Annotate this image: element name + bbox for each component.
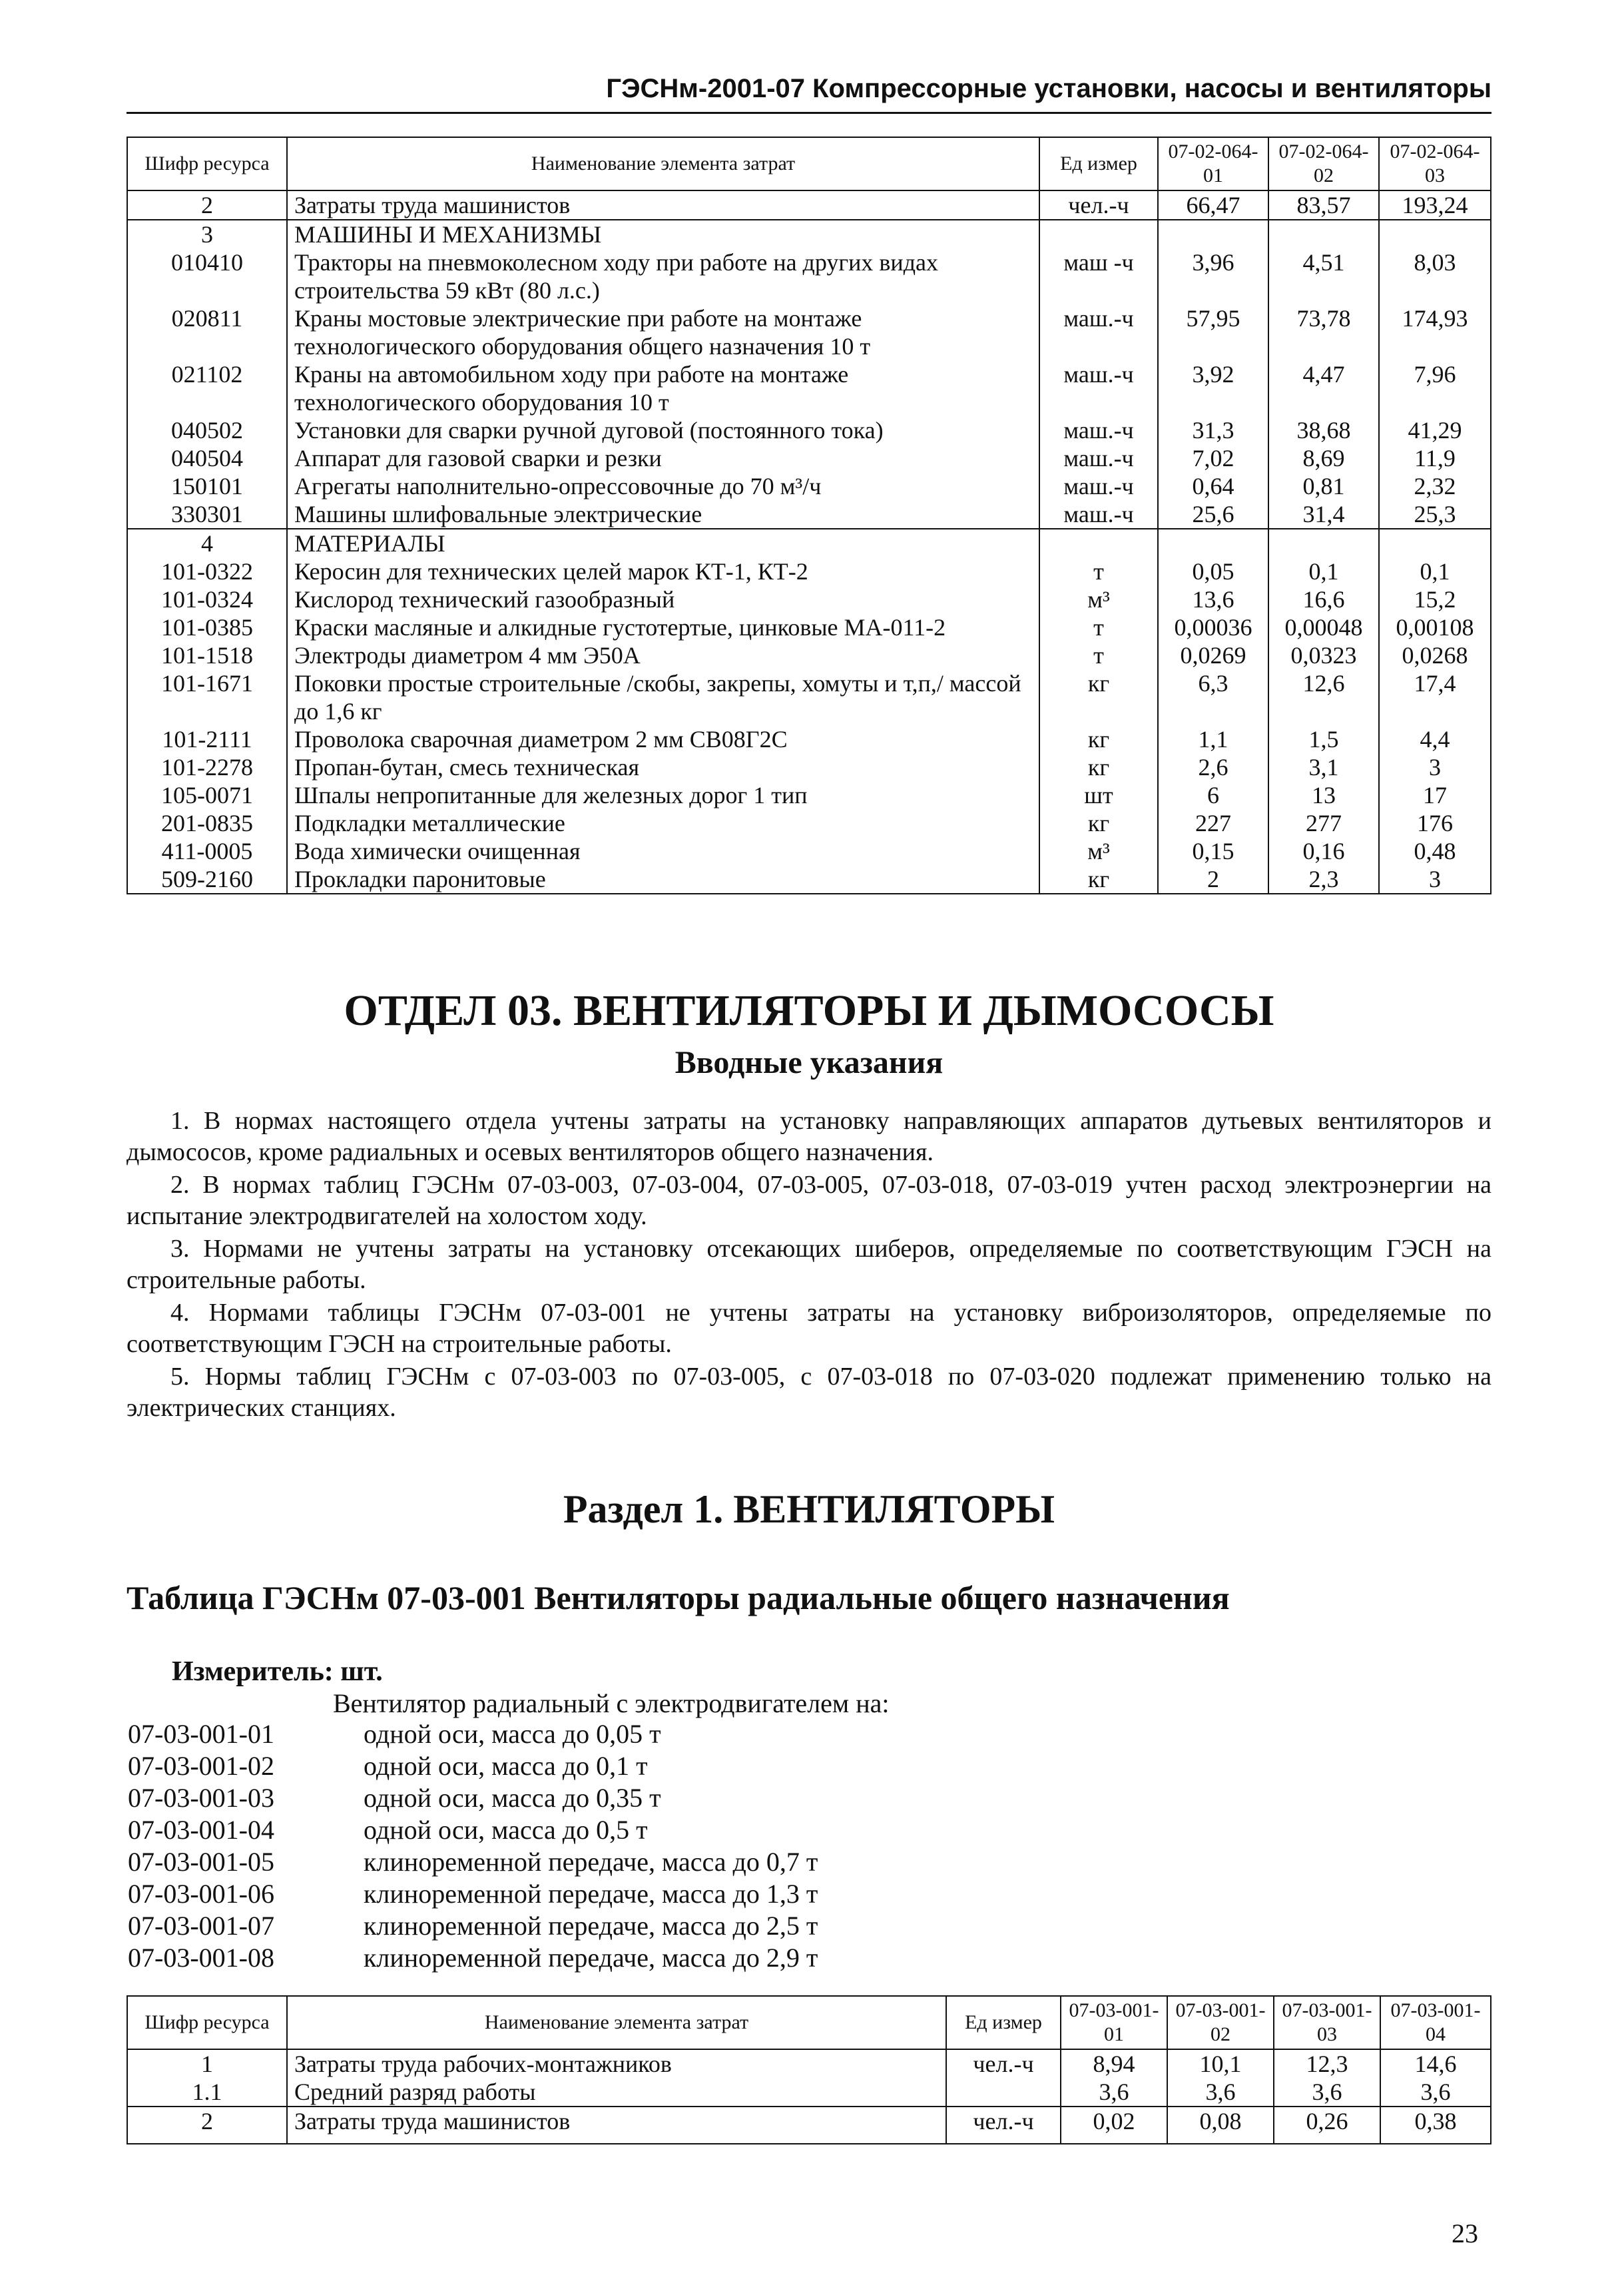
norm-description: одной оси, масса до 0,1 т <box>364 1751 648 1781</box>
norm-description: клиноременной передаче, масса до 2,9 т <box>364 1943 818 1973</box>
norm-code: 07-03-001-05 <box>128 1847 274 1877</box>
table-row <box>127 472 1491 500</box>
list-item <box>128 1846 818 1878</box>
measure-unit: Измеритель: шт. <box>172 1656 383 1687</box>
resource-unit: чел.-ч <box>1039 190 1158 220</box>
note-paragraph: 5. Нормы таблиц ГЭСНм с 07-03-003 по 07-03-005, с 07-03-018 по 07-03-020 подлежат применению только на электрических станциях. <box>127 1363 1491 1422</box>
table-header-row <box>127 137 1491 190</box>
column-header: 07-03-001-02 <box>1167 1996 1274 2049</box>
resource-name: Вода химически очищенная <box>287 837 1039 865</box>
list-item <box>128 1878 818 1910</box>
table-header-row <box>127 1996 1491 2049</box>
table-row <box>127 669 1491 725</box>
value-cell: 3,92 <box>1158 360 1268 416</box>
value-cell: 176 <box>1379 809 1491 837</box>
resource-unit: т <box>1039 557 1158 585</box>
note-paragraph: 3. Нормами не учтены затраты на установку отсекающих шиберов, определяемые по соответствующим ГЭСН на строительные работы. <box>127 1235 1491 1294</box>
value-cell: 0,15 <box>1158 837 1268 865</box>
resource-name: Прокладки паронитовые <box>287 865 1039 894</box>
list-item <box>128 1782 818 1814</box>
resource-code: 101-0385 <box>127 613 287 641</box>
value-cell: 0,81 <box>1268 472 1379 500</box>
resource-unit: чел.-ч <box>946 2107 1061 2144</box>
table-row <box>127 500 1491 529</box>
resource-unit: маш.-ч <box>1039 416 1158 444</box>
value-cell: 3,1 <box>1268 753 1379 781</box>
resource-name: Кислород технический газообразный <box>287 585 1039 613</box>
column-header: 07-03-001-04 <box>1380 1996 1491 2049</box>
column-header: 07-02-064-01 <box>1158 137 1268 190</box>
value-cell: 174,93 <box>1379 304 1491 360</box>
column-header: Наименование элемента затрат <box>287 1996 946 2049</box>
resource-unit: кг <box>1039 753 1158 781</box>
norm-description: одной оси, масса до 0,05 т <box>364 1719 661 1749</box>
table-row <box>127 304 1491 360</box>
resource-name: Средний разряд работы <box>287 2078 946 2107</box>
value-cell: 2,32 <box>1379 472 1491 500</box>
resource-code: 1 <box>127 2049 287 2078</box>
note-paragraph: 4. Нормами таблицы ГЭСНм 07-03-001 не учтены затраты на установку виброизоляторов, определяемые по соответствующим ГЭСН на строительные работы. <box>127 1299 1491 1358</box>
column-header: 07-02-064-02 <box>1268 137 1379 190</box>
resource-code: 4 <box>127 529 287 557</box>
resource-code: 201-0835 <box>127 809 287 837</box>
value-cell: 15,2 <box>1379 585 1491 613</box>
table-row <box>127 641 1491 669</box>
value-cell: 2 <box>1158 865 1268 894</box>
table-row <box>127 529 1491 557</box>
value-cell: 0,16 <box>1268 837 1379 865</box>
value-cell: 1,5 <box>1268 725 1379 753</box>
resource-code: 101-1518 <box>127 641 287 669</box>
value-cell <box>1158 220 1268 248</box>
value-cell: 0,08 <box>1167 2107 1274 2144</box>
value-cell: 31,3 <box>1158 416 1268 444</box>
resource-code: 105-0071 <box>127 781 287 809</box>
introductory-notes <box>127 1106 1491 1425</box>
resource-code: 3 <box>127 220 287 248</box>
value-cell: 193,24 <box>1379 190 1491 220</box>
column-header: 07-03-001-01 <box>1061 1996 1167 2049</box>
resource-table-07-03-001 <box>127 1995 1491 2144</box>
norm-description: одной оси, масса до 0,35 т <box>364 1783 661 1813</box>
value-cell: 17,4 <box>1379 669 1491 725</box>
resource-name: Агрегаты наполнительно-опрессовочные до 70 м³/ч <box>287 472 1039 500</box>
value-cell: 0,26 <box>1274 2107 1380 2144</box>
resource-unit: кг <box>1039 809 1158 837</box>
resource-unit: маш.-ч <box>1039 304 1158 360</box>
resource-name: Краски масляные и алкидные густотертые, цинковые МА-011-2 <box>287 613 1039 641</box>
value-cell: 2,3 <box>1268 865 1379 894</box>
value-cell: 83,57 <box>1268 190 1379 220</box>
value-cell: 0,00048 <box>1268 613 1379 641</box>
resource-name: Аппарат для газовой сварки и резки <box>287 444 1039 472</box>
group-heading: МАТЕРИАЛЫ <box>287 529 1039 557</box>
value-cell: 10,1 <box>1167 2049 1274 2078</box>
table-row <box>127 753 1491 781</box>
value-cell: 66,47 <box>1158 190 1268 220</box>
resource-code: 021102 <box>127 360 287 416</box>
resource-name: Тракторы на пневмоколесном ходу при работе на других видах строительства 59 кВт (80 л.с.) <box>287 248 1039 304</box>
norm-code: 07-03-001-02 <box>128 1751 274 1781</box>
norm-code: 07-03-001-08 <box>128 1943 274 1973</box>
table-row <box>127 865 1491 894</box>
resource-code: 101-0322 <box>127 557 287 585</box>
value-cell: 0,38 <box>1380 2107 1491 2144</box>
value-cell: 41,29 <box>1379 416 1491 444</box>
resource-unit: маш.-ч <box>1039 500 1158 529</box>
resource-name: Установки для сварки ручной дуговой (постоянного тока) <box>287 416 1039 444</box>
value-cell <box>1379 529 1491 557</box>
column-header: Шифр ресурса <box>127 137 287 190</box>
value-cell <box>1158 529 1268 557</box>
table-row <box>127 2107 1491 2144</box>
value-cell <box>1379 220 1491 248</box>
value-cell: 16,6 <box>1268 585 1379 613</box>
norm-code: 07-03-001-04 <box>128 1815 274 1845</box>
value-cell: 7,02 <box>1158 444 1268 472</box>
value-cell: 8,03 <box>1379 248 1491 304</box>
table-row <box>127 2078 1491 2107</box>
value-cell: 0,0323 <box>1268 641 1379 669</box>
item-list-intro: Вентилятор радиальный с электродвигателем на: <box>333 1688 890 1718</box>
group-heading: МАШИНЫ И МЕХАНИЗМЫ <box>287 220 1039 248</box>
norm-code: 07-03-001-07 <box>128 1911 274 1941</box>
resource-code: 020811 <box>127 304 287 360</box>
table-row <box>127 444 1491 472</box>
table-row <box>127 2049 1491 2078</box>
resource-unit: чел.-ч <box>946 2049 1061 2078</box>
resource-unit: шт <box>1039 781 1158 809</box>
column-header: Ед измер <box>1039 137 1158 190</box>
resource-code: 101-2278 <box>127 753 287 781</box>
list-item <box>128 1942 818 1974</box>
resource-name: Затраты труда рабочих-монтажников <box>287 2049 946 2078</box>
resource-code: 150101 <box>127 472 287 500</box>
value-cell: 31,4 <box>1268 500 1379 529</box>
value-cell: 11,9 <box>1379 444 1491 472</box>
resource-code: 101-0324 <box>127 585 287 613</box>
value-cell: 1,1 <box>1158 725 1268 753</box>
value-cell: 8,69 <box>1268 444 1379 472</box>
resource-code: 101-2111 <box>127 725 287 753</box>
resource-unit: кг <box>1039 725 1158 753</box>
resource-unit: м³ <box>1039 837 1158 865</box>
value-cell: 227 <box>1158 809 1268 837</box>
resource-unit: кг <box>1039 669 1158 725</box>
value-cell: 2,6 <box>1158 753 1268 781</box>
value-cell: 38,68 <box>1268 416 1379 444</box>
resource-code: 1.1 <box>127 2078 287 2107</box>
resource-name: Проволока сварочная диаметром 2 мм СВ08Г2С <box>287 725 1039 753</box>
table-row <box>127 220 1491 248</box>
table-row <box>127 190 1491 220</box>
value-cell: 0,1 <box>1268 557 1379 585</box>
value-cell: 3,6 <box>1167 2078 1274 2107</box>
table-row <box>127 416 1491 444</box>
table-row <box>127 725 1491 753</box>
column-header: Шифр ресурса <box>127 1996 287 2049</box>
resource-unit: маш.-ч <box>1039 444 1158 472</box>
resource-table-07-02-064 <box>127 137 1491 894</box>
value-cell: 13 <box>1268 781 1379 809</box>
value-cell: 25,6 <box>1158 500 1268 529</box>
resource-unit: маш.-ч <box>1039 472 1158 500</box>
column-header: 07-03-001-03 <box>1274 1996 1380 2049</box>
resource-unit: маш.-ч <box>1039 360 1158 416</box>
resource-name: Подкладки металлические <box>287 809 1039 837</box>
table-row <box>127 557 1491 585</box>
resource-name: Машины шлифовальные электрические <box>287 500 1039 529</box>
value-cell <box>1268 529 1379 557</box>
value-cell: 3,6 <box>1380 2078 1491 2107</box>
norm-description: клиноременной передаче, масса до 1,3 т <box>364 1879 818 1909</box>
value-cell: 17 <box>1379 781 1491 809</box>
norm-description: клиноременной передаче, масса до 2,5 т <box>364 1911 818 1941</box>
resource-unit: т <box>1039 613 1158 641</box>
value-cell: 73,78 <box>1268 304 1379 360</box>
resource-name: Затраты труда машинистов <box>287 190 1039 220</box>
value-cell: 4,51 <box>1268 248 1379 304</box>
value-cell: 3 <box>1379 753 1491 781</box>
list-item <box>128 1910 818 1942</box>
resource-unit <box>1039 529 1158 557</box>
value-cell: 4,47 <box>1268 360 1379 416</box>
value-cell: 0,1 <box>1379 557 1491 585</box>
column-header: 07-02-064-03 <box>1379 137 1491 190</box>
table-row <box>127 613 1491 641</box>
value-cell: 7,96 <box>1379 360 1491 416</box>
value-cell: 3,6 <box>1061 2078 1167 2107</box>
column-header: Наименование элемента затрат <box>287 137 1039 190</box>
table-row <box>127 360 1491 416</box>
resource-name: Керосин для технических целей марок КТ-1, КТ-2 <box>287 557 1039 585</box>
list-item <box>128 1814 818 1846</box>
list-item <box>128 1718 818 1750</box>
page-number: 23 <box>1452 2218 1478 2248</box>
resource-code: 509-2160 <box>127 865 287 894</box>
value-cell: 0,0268 <box>1379 641 1491 669</box>
value-cell: 14,6 <box>1380 2049 1491 2078</box>
list-item <box>128 1750 818 1782</box>
value-cell: 12,6 <box>1268 669 1379 725</box>
norm-description: клиноременной передаче, масса до 0,7 т <box>364 1847 818 1877</box>
norm-code: 07-03-001-06 <box>128 1879 274 1909</box>
resource-unit <box>1039 220 1158 248</box>
table-row <box>127 837 1491 865</box>
resource-unit: м³ <box>1039 585 1158 613</box>
note-paragraph: 1. В нормах настоящего отдела учтены затраты на установку направляющих аппаратов дутьевых вентиляторов и дымососов, кроме радиальных и осевых вентиляторов общего назначения. <box>127 1107 1491 1166</box>
value-cell: 0,0269 <box>1158 641 1268 669</box>
value-cell: 0,05 <box>1158 557 1268 585</box>
value-cell: 0,64 <box>1158 472 1268 500</box>
table-row <box>127 585 1491 613</box>
value-cell: 6 <box>1158 781 1268 809</box>
table-row <box>127 248 1491 304</box>
resource-name: Шпалы непропитанные для железных дорог 1 тип <box>287 781 1039 809</box>
value-cell: 6,3 <box>1158 669 1268 725</box>
value-cell: 57,95 <box>1158 304 1268 360</box>
value-cell: 277 <box>1268 809 1379 837</box>
table-row <box>127 809 1491 837</box>
resource-unit: маш -ч <box>1039 248 1158 304</box>
value-cell: 25,3 <box>1379 500 1491 529</box>
resource-name: Пропан-бутан, смесь техническая <box>287 753 1039 781</box>
resource-code: 411-0005 <box>127 837 287 865</box>
running-header: ГЭСНм-2001-07 Компрессорные установки, насосы и вентиляторы <box>127 72 1491 114</box>
resource-name: Затраты труда машинистов <box>287 2107 946 2144</box>
norm-description: одной оси, масса до 0,5 т <box>364 1815 648 1845</box>
value-cell: 3,96 <box>1158 248 1268 304</box>
resource-code: 2 <box>127 190 287 220</box>
value-cell: 8,94 <box>1061 2049 1167 2078</box>
section-subtitle: Вводные указания <box>675 1045 944 1080</box>
resource-code: 010410 <box>127 248 287 304</box>
value-cell: 3 <box>1379 865 1491 894</box>
resource-code: 040504 <box>127 444 287 472</box>
norm-code: 07-03-001-03 <box>128 1783 274 1813</box>
resource-code: 330301 <box>127 500 287 529</box>
value-cell: 13,6 <box>1158 585 1268 613</box>
value-cell: 0,02 <box>1061 2107 1167 2144</box>
resource-code: 101-1671 <box>127 669 287 725</box>
resource-name: Поковки простые строительные /скобы, закрепы, хомуты и т,п,/ массой до 1,6 кг <box>287 669 1039 725</box>
value-cell: 0,48 <box>1379 837 1491 865</box>
value-cell: 4,4 <box>1379 725 1491 753</box>
norm-item-list <box>128 1718 818 1974</box>
norm-code: 07-03-001-01 <box>128 1719 274 1749</box>
section-title: ОТДЕЛ 03. ВЕНТИЛЯТОРЫ И ДЫМОСОСЫ <box>344 986 1274 1035</box>
value-cell: 0,00036 <box>1158 613 1268 641</box>
column-header: Ед измер <box>946 1996 1061 2049</box>
value-cell: 12,3 <box>1274 2049 1380 2078</box>
table-title: Таблица ГЭСНм 07-03-001 Вентиляторы радиальные общего назначения <box>127 1579 1230 1616</box>
resource-name: Краны на автомобильном ходу при работе на монтаже технологического оборудования 10 т <box>287 360 1039 416</box>
resource-code: 040502 <box>127 416 287 444</box>
resource-unit <box>946 2078 1061 2107</box>
value-cell: 3,6 <box>1274 2078 1380 2107</box>
table-row <box>127 781 1491 809</box>
part-title: Раздел 1. ВЕНТИЛЯТОРЫ <box>563 1487 1055 1531</box>
value-cell <box>1268 220 1379 248</box>
resource-code: 2 <box>127 2107 287 2144</box>
note-paragraph: 2. В нормах таблиц ГЭСНм 07-03-003, 07-03-004, 07-03-005, 07-03-018, 07-03-019 учтен расход электроэнергии на испытание электродвигателей на холостом ходу. <box>127 1171 1491 1230</box>
resource-unit: кг <box>1039 865 1158 894</box>
resource-name: Краны мостовые электрические при работе на монтаже технологического оборудования общего назначения 10 т <box>287 304 1039 360</box>
resource-name: Электроды диаметром 4 мм Э50А <box>287 641 1039 669</box>
resource-unit: т <box>1039 641 1158 669</box>
value-cell: 0,00108 <box>1379 613 1491 641</box>
